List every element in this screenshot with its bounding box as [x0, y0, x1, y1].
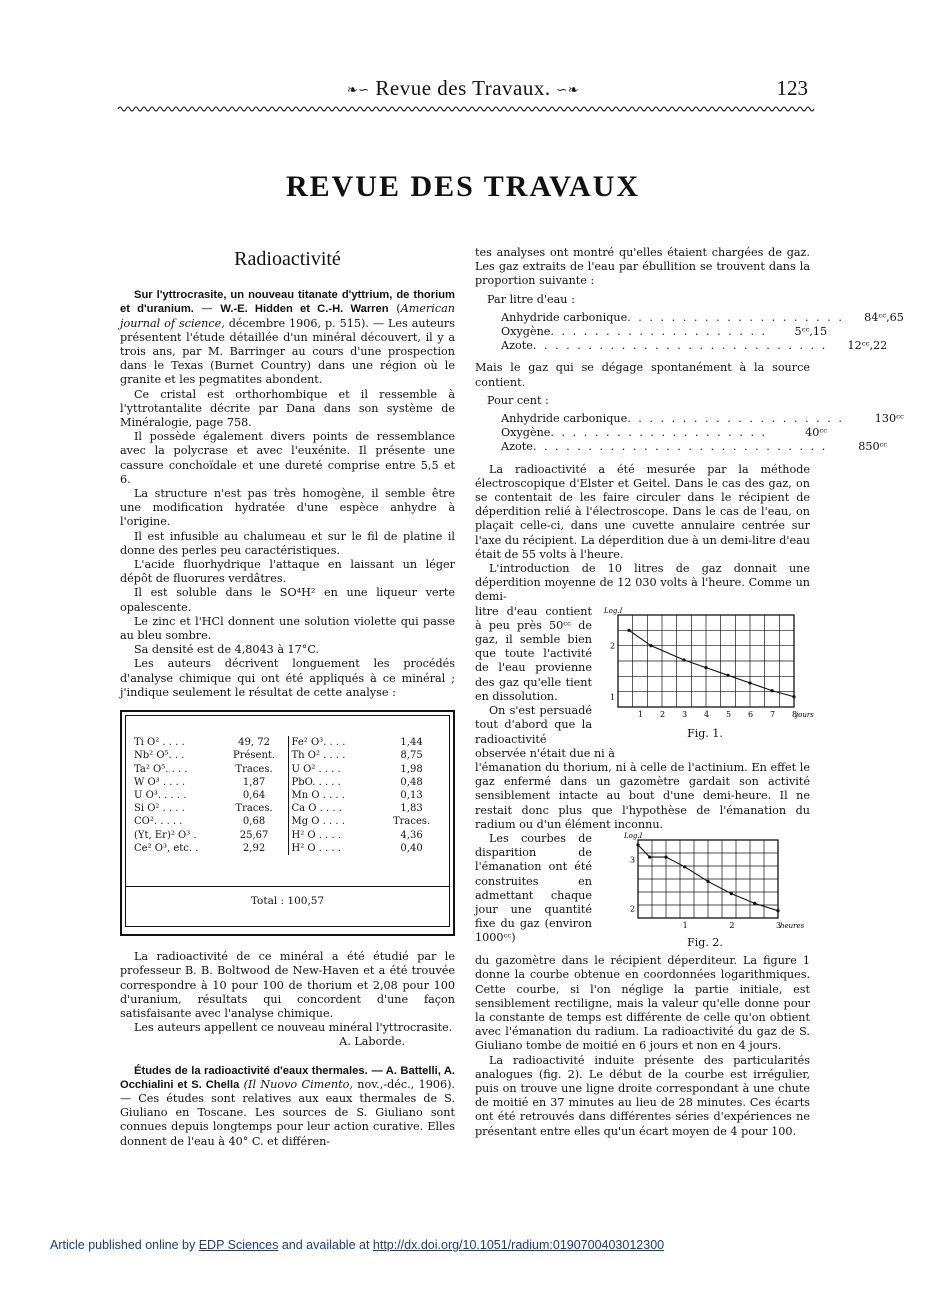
- y-tick-label: 2: [630, 904, 636, 914]
- figure-1-caption: Fig. 1.: [687, 726, 723, 740]
- article1-para: Sa densité est de 4,8043 à 17°C.: [134, 643, 320, 657]
- article2-title: Études de la radioactivité d'eaux thermales.: [134, 1064, 368, 1077]
- table-cell: 1,98: [400, 763, 423, 775]
- table-cell: 1,83: [400, 803, 423, 815]
- article1-para: L'acide fluorhydrique l'attaque en laissant un léger dépôt de fluorures verdâtres.: [120, 558, 455, 586]
- article1-para: Ce cristal est orthorhombique et il ressemble à l'yttrotantalite décrite par Dana dans son système de Minéralogie, page 758.: [120, 387, 455, 430]
- data-point: [748, 681, 751, 684]
- article1-para: La structure n'est pas très homogène, il semble être une modification hydratée d'une espèce anhydre à l'origine.: [120, 487, 455, 529]
- right-mid: Mais le gaz qui se dégage spontanément à la source contient.: [475, 361, 810, 389]
- right-para: La radioactivité induite présente des particularités analogues (fig. 2). Le début de la courbe est irrégulier, puis on trouve une ligne droite correspondant à une chute de moitié en 37 minutes au lieu de 28 minutes. Ces écarts ont été retrouvés dans différentes séries d'expériences ne présentant entre elles qu'un écart moyen de 4 pour 100.: [475, 1053, 810, 1138]
- table-cell: 0,68: [220, 815, 289, 828]
- footer: Article published online by EDP Sciences and available at http://dx.doi.org/10.1051/radium:0190700403012300: [50, 1238, 665, 1252]
- data-point: [649, 644, 652, 647]
- y-tick-label: 1: [610, 692, 616, 702]
- article2-journal: (Il Nuovo Cimento,: [243, 1077, 353, 1091]
- data-line: [629, 630, 794, 696]
- table-cell: Si O² . . . .: [134, 803, 185, 815]
- table-cell: Fe² O³. . . .: [291, 737, 346, 749]
- right-para: L'introduction de 10 litres de gaz donnait une déperdition moyenne de 12 030 volts à l'heure. Comme un demi-: [475, 562, 810, 604]
- article1-para: Le zinc et l'HCl donnent une solution violette qui passe au bleu sombre.: [120, 614, 455, 643]
- table-cell: Ti O² . . . .: [134, 737, 185, 749]
- x-tick-label: 1: [638, 709, 644, 719]
- ornament-right-icon: ∽❧: [556, 82, 580, 98]
- table-row: [132, 763, 446, 776]
- list-item: Oxygène . . . . . . . . . . . . . . . . . . . . 5ᶜᶜ,15: [501, 325, 828, 339]
- table-row: [132, 802, 446, 815]
- analysis-total: Total : 100,57: [126, 886, 449, 908]
- running-header: [118, 76, 808, 106]
- x-tick-label: 4: [704, 709, 710, 719]
- x-tick-label: 2: [729, 920, 735, 930]
- table-row: [132, 815, 446, 828]
- data-point: [648, 855, 651, 858]
- y-axis-label: Log.I: [604, 606, 623, 615]
- article1-authors: W.-E. Hidden et C.-H. Warren: [220, 303, 389, 316]
- table-cell: Nb² O⁵. . .: [134, 750, 185, 762]
- y-tick-label: 3: [630, 855, 636, 865]
- figure-1-chart: [600, 606, 814, 725]
- list-item: Azote . . . . . . . . . . . . . . . . . . . . . . . . . . . 12ᶜᶜ,22: [501, 339, 888, 353]
- list-item: Anhydride carbonique . . . . . . . . . . . . . . . . . . . . 84ᶜᶜ,65: [501, 310, 904, 324]
- wrap-text: litre d'eau contient à peu près 50ᶜᶜ de gaz, il semble bien que toute l'activité de l'eau provienne des gaz qu'elle tient en dissolution.: [475, 604, 592, 703]
- left-column: [120, 246, 455, 1149]
- table-row: [132, 749, 446, 762]
- table-cell: Ca O . . . .: [291, 803, 342, 815]
- table-row: [132, 829, 446, 842]
- list-item: Oxygène . . . . . . . . . . . . . . . . . . . . 40ᶜᶜ: [501, 426, 828, 440]
- table-cell: 0,13: [400, 789, 423, 801]
- table-cell: 8,75: [400, 750, 423, 762]
- ornament-left-icon: ❧∽: [346, 82, 370, 98]
- x-tick-label: 5: [726, 709, 732, 719]
- table-cell: Traces.: [220, 802, 289, 815]
- data-point: [776, 909, 779, 912]
- table-cell: Traces.: [220, 763, 289, 776]
- table-row: [132, 842, 446, 855]
- table-cell: Th O² . . . .: [291, 750, 346, 762]
- article1-para: Les auteurs décrivent longuement les procédés d'analyse chimique qui ont été appliqués à ce minéral ; j'indique seulement le résultat de cette analyse :: [120, 657, 455, 699]
- table-cell: 1,87: [220, 776, 289, 789]
- gas-list-2-label: Pour cent :: [487, 393, 549, 407]
- main-title: REVUE DES TRAVAUX: [285, 170, 641, 203]
- right-para: l'émanation du thorium, ni à celle de l'actinium. En effet le gaz enfermé dans un gazomètre gardait son activité sensiblement intacte au bout d'une demi-heure. Il ne restait donc plus que l'hypothèse de l'émanation du radium ou d'un élément inconnu.: [475, 760, 810, 831]
- y-tick-label: 2: [610, 641, 616, 651]
- x-tick-label: 7: [770, 709, 776, 719]
- table-cell: (Yt, Er)² O³ .: [134, 829, 197, 841]
- article1-para: Il est soluble dans le SO⁴H² en une liqueur verte opalescente.: [120, 586, 455, 614]
- right-para: La radioactivité a été mesurée par la méthode électroscopique d'Elster et Geitel. Dans le cas des gaz, on se contentait de les faire circuler dans le récipient de déperdition relié à l'électroscope. Dans le cas de l'eau, on plaçait celle-ci, dans une cuvette annulaire centrée sur l'axe du récipient. La déperdition due à un demi-litre d'eau était de 55 volts à l'heure.: [475, 462, 810, 561]
- y-axis-label: Log.I: [624, 831, 643, 840]
- table-row: [132, 789, 446, 802]
- data-point: [792, 695, 795, 698]
- table-cell: 1,44: [400, 737, 423, 749]
- x-tick-label: 3: [682, 709, 688, 719]
- table-row: [132, 776, 446, 789]
- table-cell: 0,40: [400, 842, 423, 854]
- figure-2: [600, 831, 810, 950]
- article1-title: Sur l'yttrocrasite, un nouveau titanate d'yttrium, de thorium et d'uranium.: [120, 289, 455, 316]
- figure-1: [600, 606, 814, 741]
- edp-link[interactable]: EDP Sciences: [198, 1238, 279, 1252]
- article1-dash: —: [193, 302, 221, 316]
- data-point: [682, 658, 685, 661]
- article1-para: Il possède également divers points de ressemblance avec la polycrase et avec l'euxénite. Il présente une cassure conchoïdale et une dureté comprise entre 5,5 et 6.: [120, 430, 455, 486]
- table-cell: 25,67: [220, 829, 289, 842]
- data-point: [706, 880, 709, 883]
- gas-list-1: [475, 292, 904, 354]
- table-cell: W O³ . . . .: [134, 776, 186, 788]
- x-tick-label: 2: [660, 709, 666, 719]
- table-cell: U O² . . . .: [291, 763, 341, 775]
- wrap-text: Les courbes de disparition de l'émanation ont été construites en admettant chaque jour une quantité fixe du gaz (environ 1000ᶜᶜ): [475, 831, 592, 945]
- data-point: [770, 689, 773, 692]
- right-para: du gazomètre dans le récipient déperditeur. La figure 1 donne la courbe obtenue en coordonnées logarithmiques. Cette courbe, si l'on néglige la partie initiale, est sensiblement rectiligne, mais la valeur qu'elle donne pour la constante de temps est différente de celle qu'on obtient avec l'émanation du radium. La radioactivité du gaz de S. Giuliano tombe de moitié en 6 jours et non en 4 jours.: [475, 954, 810, 1053]
- x-tick-label: 8: [792, 709, 798, 719]
- article2-ref: nov.,-déc., 1906). — Ces études sont relatives aux eaux thermales de S. Giuliano en Toscane. Les sources de S. Giuliano sont connues depuis longtemps pour leur action curative. Elles donnent de l'eau à 40° C. et différen-: [120, 1077, 455, 1148]
- article1-para: Les auteurs appellent ce nouveau minéral l'yttrocrasite.: [134, 1021, 453, 1035]
- table-cell: Mn O . . . .: [291, 789, 345, 801]
- table-cell: 0,48: [400, 776, 423, 788]
- table-cell: Ce² O³, etc. .: [134, 842, 199, 854]
- list-item: Anhydride carbonique . . . . . . . . . . . . . . . . . . . . 130ᶜᶜ: [501, 412, 904, 426]
- data-point: [753, 902, 756, 905]
- table-cell: PbO. . . . .: [291, 776, 341, 788]
- data-point: [636, 843, 639, 846]
- right-column: [475, 246, 904, 1139]
- data-point: [664, 855, 667, 858]
- table-cell: Ta² O⁵. . . .: [134, 763, 188, 775]
- table-row: [132, 736, 446, 749]
- table-cell: Mg O . . . .: [291, 816, 345, 828]
- x-tick-label: 6: [748, 709, 754, 719]
- figure-2-caption: Fig. 2.: [687, 935, 723, 949]
- gas-list-2: [475, 393, 904, 455]
- data-point: [726, 673, 729, 676]
- figure-2-chart: [600, 831, 805, 934]
- x-unit-label: jours: [796, 710, 814, 719]
- table-cell: CO². . . . .: [134, 816, 183, 828]
- x-unit-label: heures: [780, 921, 805, 930]
- data-point: [627, 628, 630, 631]
- data-point: [730, 892, 733, 895]
- article2-lead: [120, 1064, 455, 1149]
- ornamental-rule: [118, 104, 808, 114]
- table-cell: 2,92: [220, 842, 289, 855]
- table-cell: U O³. . . . .: [134, 789, 187, 801]
- article1-signature: A. Laborde.: [339, 1035, 405, 1049]
- table-cell: 4,36: [400, 829, 423, 841]
- table-cell: 49, 72: [220, 736, 289, 749]
- x-tick-label: 1: [682, 920, 688, 930]
- table-cell: H² O . . . .: [291, 842, 342, 854]
- table-cell: H² O . . . .: [291, 829, 342, 841]
- x-tick-label: 3: [776, 920, 782, 930]
- gas-list-1-label: Par litre d'eau :: [487, 292, 575, 306]
- running-title: ❧∽ Revue des Travaux. ∽❧: [346, 76, 580, 100]
- article1-lead: Sur l'yttrocrasite, un nouveau titanate d'yttrium, de thorium et d'uranium. — W.-E. Hidden et C.-H. Warren (American journal of science, décembre 1906, p. 515). — Les auteurs présentent l'étude détaillée d'un minéral découvert, il y a trois ans, par M. Barringer au cours d'une prospection dans le Texas (Burnet Country) dans une région où le granite et les pegmatites abondent.: [120, 289, 455, 387]
- data-point: [704, 666, 707, 669]
- doi-link[interactable]: http://dx.doi.org/10.1051/radium:0190700403012300: [372, 1238, 665, 1252]
- data-point: [683, 865, 686, 868]
- page-number: 123: [776, 76, 808, 100]
- table-cell: Traces.: [392, 816, 431, 828]
- analysis-table: [120, 710, 455, 936]
- table-cell: Présent.: [220, 749, 289, 762]
- article1-journal: American journal of science,: [120, 302, 455, 330]
- article2-authors: — A. Battelli, A. Occhialini et S. Chella: [120, 1064, 456, 1091]
- list-item: Azote . . . . . . . . . . . . . . . . . . . . . . . . . . . 850ᶜᶜ: [501, 440, 888, 454]
- analysis-grid: [132, 736, 446, 855]
- table-cell: 0,64: [220, 789, 289, 802]
- wrap-text: On s'est persuadé tout d'abord que la radioactivité observée n'était due ni à: [475, 704, 615, 760]
- article1-ref: décembre 1906, p. 515). — Les auteurs présentent l'étude détaillée d'un minéral découvert, il y a trois ans, par M. Barringer au cours d'une prospection dans le Texas (Burnet Country) dans une région où le granite et les pegmatites abondent.: [120, 316, 455, 387]
- section-title: Radioactivité: [234, 248, 341, 270]
- right-intro: tes analyses ont montré qu'elles étaient chargées de gaz. Les gaz extraits de l'eau par ébullition se trouvent dans la proportion suivante :: [475, 246, 810, 288]
- article1-para: Il est infusible au chalumeau et sur le fil de platine il donne des perles peu caractéristiques.: [120, 529, 455, 557]
- article1-para: La radioactivité de ce minéral a été étudié par le professeur B. B. Boltwood de New-Haven et a été trouvée correspondre à 10 pour 100 de thorium et 2,08 pour 100 d'uranium, résultats qui concordent d'une façon satisfaisante avec l'analyse chimique.: [120, 950, 455, 1020]
